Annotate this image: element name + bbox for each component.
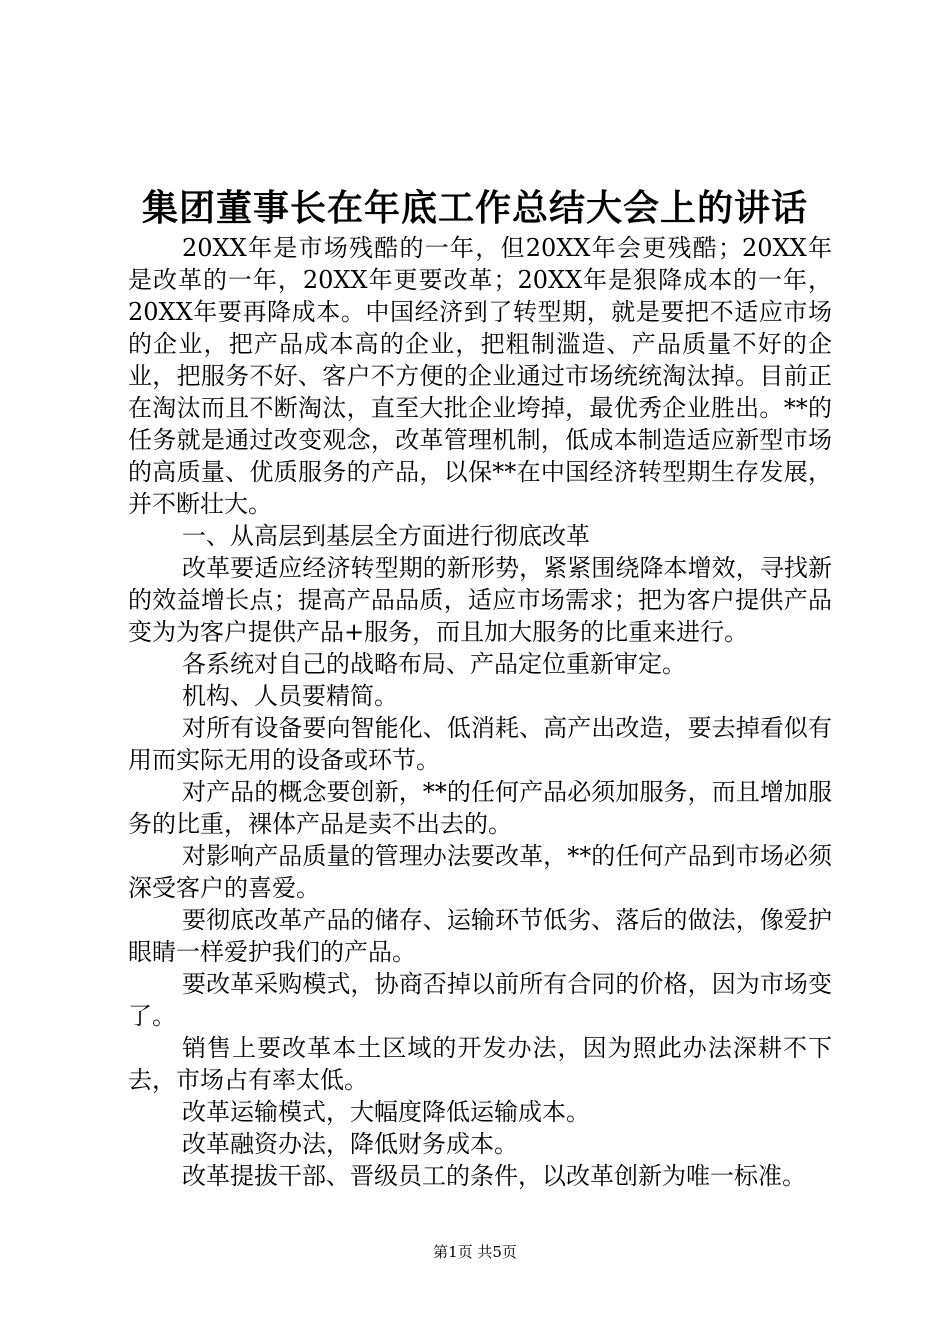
- paragraph: 要彻底改革产品的储存、运输环节低劣、落后的做法，像爱护眼睛一样爱护我们的产品。: [128, 906, 832, 966]
- paragraph: 对产品的概念要创新，**的任何产品必须加服务，而且增加服务的比重，裸体产品是卖不出去的。: [128, 778, 832, 838]
- document-body: [128, 232, 832, 1192]
- paragraph: 改革要适应经济转型期的新形势，紧紧围绕降本增效，寻找新的效益增长点；提高产品品质，适应市场需求；把为客户提供产品变为为客户提供产品+服务，而且加大服务的比重来进行。: [128, 554, 832, 646]
- paragraph: 销售上要改革本土区域的开发办法，因为照此办法深耕不下去，市场占有率太低。: [128, 1034, 832, 1094]
- section-heading: 一、从高层到基层全方面进行彻底改革: [182, 522, 590, 550]
- paragraph: 改革提拔干部、晋级员工的条件，以改革创新为唯一标准。: [182, 1162, 806, 1190]
- paragraph: 对影响产品质量的管理办法要改革，**的任何产品到市场必须深受客户的喜爱。: [128, 842, 832, 902]
- paragraph: 对所有设备要向智能化、低消耗、高产出改造，要去掉看似有用而实际无用的设备或环节。: [128, 714, 832, 774]
- paragraph: 各系统对自己的战略布局、产品定位重新审定。: [182, 650, 686, 678]
- paragraph: 改革融资办法，降低财务成本。: [182, 1130, 518, 1158]
- paragraph: 20XX年是市场残酷的一年，但20XX年会更残酷；20XX年是改革的一年，20XX年更要改革；20XX年是狠降成本的一年，20XX年要再降成本。中国经济到了转型期，就是要把不适应市场的企业，把产品成本高的企业，把粗制滥造、产品质量不好的企业，把服务不好、客户不方便的企业通过市场统统淘汰掉。目前正在淘汰而且不断淘汰，直至大批企业垮掉，最优秀企业胜出。**的任务就是通过改变观念，改革管理机制，低成本制造适应新型市场的高质量、优质服务的产品，以保**在中国经济转型期生存发展，并不断壮大。: [128, 234, 832, 518]
- document-title: 集团董事长在年底工作总结大会上的讲话: [141, 188, 808, 229]
- paragraph: 机构、人员要精简。: [182, 682, 398, 710]
- paragraph: 改革运输模式，大幅度降低运输成本。: [182, 1098, 590, 1126]
- paragraph: 要改革采购模式，协商否掉以前所有合同的价格，因为市场变了。: [128, 970, 832, 1030]
- page-number-footer: 第1页 共5页: [433, 1243, 517, 1261]
